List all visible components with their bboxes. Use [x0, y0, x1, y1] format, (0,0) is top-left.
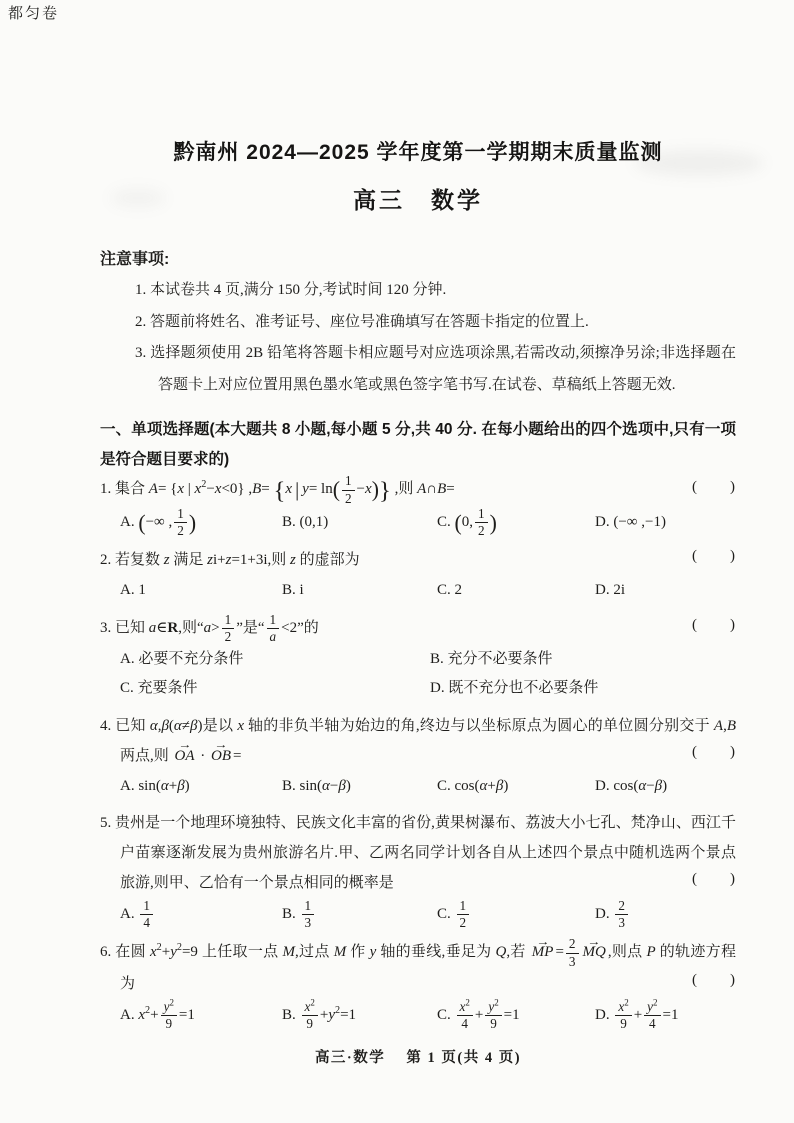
question-block — [100, 937, 736, 1031]
option-item: A. 1 — [120, 582, 146, 599]
option-item: A. $\frac{1}{4}$ — [120, 899, 282, 931]
notice-item: 1. 本试卷共 4 页,满分 150 分,考试时间 120 分钟. — [135, 282, 447, 299]
option-item: D. 既不充分也不必要条件 — [430, 680, 599, 697]
answer-bracket: ( ) — [692, 548, 736, 565]
question-stem — [100, 474, 736, 506]
question-text: 3. 已知 a∈R,则“a> $\frac{1}{2}$ ”是“ $\frac{1}{a}$ <2”的 — [100, 611, 319, 644]
notice-item: 2. 答题前将姓名、准考证号、座位号准确填写在答题卡指定的位置上. — [135, 313, 589, 330]
question-block — [100, 711, 736, 801]
page-title: 黔南州 2024—2025 学年度第一学期期末质量监测 — [173, 141, 663, 164]
question-block — [100, 545, 736, 605]
answer-bracket: ( ) — [692, 971, 736, 988]
option-item: B. $\frac{x^2}{9}$ $+y^2=1$ — [282, 997, 357, 1032]
page-subtitle: 高三 数学 — [353, 187, 483, 213]
option-item: B. i — [282, 582, 304, 599]
section-heading: 一、单项选择题(本大题共 8 小题,每小题 5 分,共 40 分. 在每小题给出的四个选项中,只有一项是符合题目要求的) — [100, 421, 736, 468]
option-item: B. $\frac{1}{3}$ — [282, 899, 437, 931]
options-row — [120, 997, 736, 1032]
option-item: C. 2 — [437, 582, 463, 599]
option-item: A. (−∞ , $\frac{1}{2}$ ) — [120, 505, 197, 539]
option-item: D. 2i — [595, 582, 625, 599]
answer-bracket: ( ) — [692, 478, 736, 495]
question-stem — [100, 937, 736, 999]
page-footer: 高三·数学 第 1 页(共 4 页) — [314, 1050, 522, 1066]
question-block — [100, 808, 736, 931]
option-item: B. sin(α−β) — [282, 777, 351, 794]
option-item: A. $x^2+$ $\frac{y^2}{9}$ =1 — [120, 997, 195, 1032]
question-block — [100, 474, 736, 538]
option-item: D. cos(α−β) — [595, 777, 668, 794]
options-row — [120, 576, 736, 605]
question-list — [100, 474, 736, 1031]
options-row — [120, 507, 736, 539]
question-stem — [100, 613, 736, 645]
options-row — [120, 899, 736, 931]
notice-section — [100, 245, 736, 401]
question-text: 6. 在圆 $x^2+y^2=9$ 上任取一点 M,过点 M 作 y 轴的垂线,垂足为 Q,若 MP → = $\frac{2}{3}$ MQ → ,则点 P 的轨迹方程为 — [100, 944, 736, 991]
option-item: C. (0, $\frac{1}{2}$ ) — [437, 505, 497, 539]
option-item: C. $\frac{x^2}{4}$ + $\frac{y^2}{9}$ =1 — [437, 997, 520, 1032]
option-item: A. sin(α+β) — [120, 777, 190, 794]
corner-label: 都匀卷 — [8, 6, 60, 22]
option-item: A. 必要不充分条件 — [120, 651, 244, 668]
question-stem — [100, 808, 736, 898]
question-text: 4. 已知 α,β(α≠β)是以 x 轴的非负半轴为始边的角,终边与以坐标原点为圆心的单位圆分别交于 A,B 两点,则 OA → · OB → = — [100, 718, 736, 764]
answer-bracket: ( ) — [692, 743, 736, 760]
question-text: 5. 贵州是一个地理环境独特、民族文化丰富的省份,黄果树瀑布、荔波大小七孔、梵净山、西江千户苗寨逐渐发展为贵州旅游名片.甲、乙两名同学计划各自从上述四个景点中随机选两个景点旅游,则甲、乙恰有一个景点相同的概率是 — [100, 814, 736, 891]
option-item: C. $\frac{1}{2}$ — [437, 899, 595, 931]
option-item: D. (−∞ ,−1) — [595, 513, 666, 530]
option-item: D. $\frac{x^2}{9}$ + $\frac{y^2}{4}$ =1 — [595, 997, 679, 1032]
option-item: C. cos(α+β) — [437, 777, 509, 794]
answer-bracket: ( ) — [692, 870, 736, 887]
option-item: B. 充分不必要条件 — [430, 651, 553, 668]
question-stem — [100, 545, 736, 575]
question-block — [100, 613, 736, 704]
options-row — [120, 645, 736, 704]
question-stem — [100, 711, 736, 771]
notice-item: 3. 选择题须使用 2B 铅笔将答题卡相应题号对应选项涂黑,若需改动,须擦净另涂;非选择题在答题卡上对应位置用黑色墨水笔或黑色签字笔书写.在试卷、草稿纸上答题无效. — [135, 345, 736, 393]
option-item: C. 充要条件 — [120, 680, 198, 697]
option-item: D. $\frac{2}{3}$ — [595, 899, 736, 931]
answer-bracket: ( ) — [692, 617, 736, 634]
notice-heading: 注意事项: — [100, 251, 170, 268]
options-row — [120, 772, 736, 801]
question-text: 2. 若复数 z 满足 zi+z=1+3i,则 z 的虚部为 — [100, 552, 360, 569]
question-text: 1. 集合 A= {x | $x^2-x<0$} ,B= {x | y= ln( $\frac{1}{2}$ −x)} ,则 A∩B= — [100, 473, 455, 506]
option-item: B. (0,1) — [282, 513, 329, 530]
